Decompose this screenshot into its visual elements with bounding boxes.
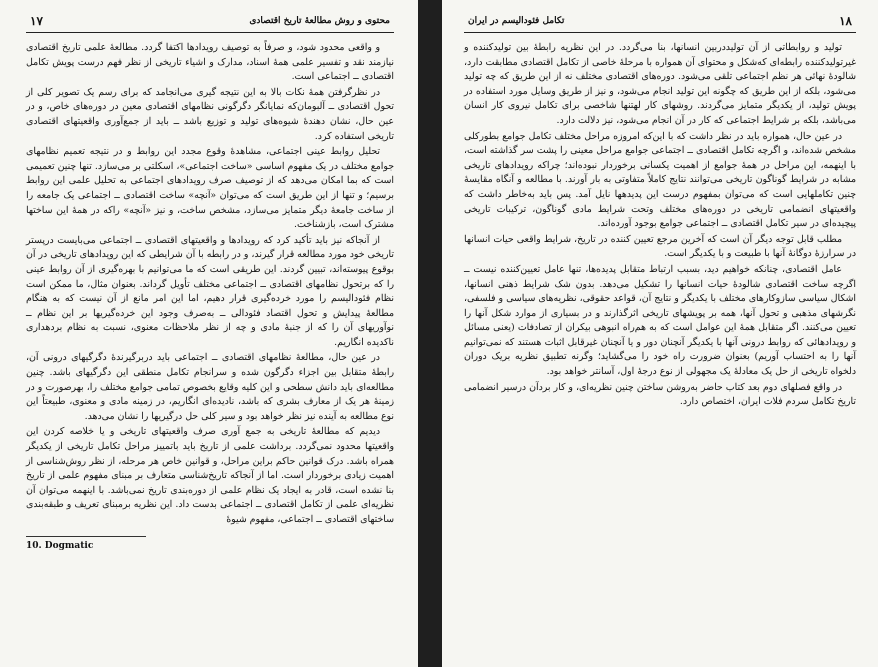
paragraph: تحلیل روابط عینی اجتماعی، مشاهدهٔ وقوع مجدد این روابط و در نتیجه تعمیم نظامهای جوامع مختلف در یک مفهوم اساسی «ساخت اجتماعی»، اسکلتی بر می‌سازد. تنها چنین تعمیمی است که بما امکان می‌دهد که از توصیف صرف رویدادهای اجتماعی به تحلیل علمی این روابط برسیم؛ و تنها از این طریق است که می‌توان «آنچه» ساخت اقتصادی ــ اجتماعی یک جامعه را از ساخت جامعهٔ دیگر متمایز می‌سازد، مشخص ساخت، و نیز «آنچه» راکه در همهٔ این ساختها مشترک است، بازشناخت. [26, 146, 394, 231]
paragraph: در نظرگرفتن همهٔ نکات بالا به این نتیجه گیری می‌انجامد که برای رسم یک تصویر کلی از تحول اقتصادی ــ آلبومان‌که نمایانگر دگرگونی نظامهای اقتصادی معین در دوره‌های خاص، و در عین حال، نشان دهندهٔ شیوه‌های تولید و توزیع باشد ــ باید از جمع‌آوری واقعیتهای اقتصادی تاریخی استفاده کرد. [26, 86, 394, 142]
paragraph: و واقعی محدود شود، و صرفاً به توصیف رویدادها اکتفا گردد. مطالعهٔ علمی تاریخ اقتصادی نیازمند نقد و تفسیر علمی همهٔ اسناد، مدارک و اشیاء تاریخی از نظر فهم درست پویش تکامل اقتصادی ــ اجتماعی است. [26, 42, 394, 83]
paragraph: دیدیم که مطالعهٔ تاریخی به جمع آوری صرف واقعیتهای تاریخی و یا خلاصه کردن این واقعیتها محدود نمی‌گردد. برداشت علمی از تاریخ باید باتمییز مراحل تکامل تاریخی از یکدیگر همراه باشد. درک قوانین حاکم براین مراحل، و قوانین خاص هر مرحله، از نظر روش‌شناسی از اهمیت زیادی برخوردار است. اما از آنجاکه تاریخ‌شناسی متعارف بر مبنای مفهوم علمی از تاریخ بنا نشده است، قادر به ایجاد یک نظام علمی از دوره‌بندی تاریخ نمی‌باشد. با اینهمه می‌توان آن نظریه‌ای علمی از تکامل اقتصادی ــ اجتماعی بدست داد. این نظریه برمبنای تعریف و طبقه‌بندی ساختهای اقتصادی ــ اجتماعی، مفهوم شیوهٔ [26, 426, 394, 525]
right-page-body [464, 41, 856, 410]
footnote: 10. Dogmatic [26, 540, 94, 551]
paragraph: تولید و روابطاتی از آن تولیددربین انسانها، بنا می‌گردد. در این نظریه رابطهٔ بین تولیدکننده و غیرتولیدکننده رابطه‌ای که‌شکل و محتوای آن همواره با مرحلهٔ خاصی از تکامل اقتصادی مطابقت دارد، شالودهٔ نهائی هر نظم اجتماعی تلقی می‌شود. دوره‌های اقتصادی مختلف نه از این طریق که چه تولید می‌شود، بلکه از این طریق که چگونه این تولید انجام می‌شود، و نیز از طریق وسایل مورد استفاده در پویش تولید، از یکدیگر متمایز می‌گردند. روشهای کار لهتنها شاخصی برای تکامل نیروی کار انسان می‌باشد، بلکه بر شرایط اجتماعی که کار در آن انجام می‌شود، نیز دلالت دارد. [464, 42, 856, 126]
left-page [0, 0, 418, 667]
right-page [442, 0, 878, 667]
right-running-title: تکامل فئودالیسم در ایران [468, 16, 565, 26]
paragraph: در عین حال، همواره باید در نظر داشت که با این‌که امروزه مراحل مختلف تکامل جوامع بطورکلی مشخص شده‌اند، و اگرچه تکامل اقتصادی ــ اجتماعی جوامع مراحل معینی را پشت سر گذاشته است، با اینهمه، این مراحل در همهٔ جوامع از اهمیت یکسانی برخوردار نبوده‌اند؛ چراکه رویدادهای تاریخی مشابه در شرایط گوناگون تاریخی می‌توانند نتایج کاملاً متفاوتی به بار آورند. با مطالعه و آنگاه مقایسهٔ چنین تکاملهایی است که می‌توان بمفهوم درست این پدیدهها نایل آمد. پس باید به‌خاطر داشت که واقعیتهای انضمامی تاریخی در دوره‌های مختلف وتحت شرایط مادی گوناگون، ترکیبات تاریخی پیچیده‌ای در سیر تکامل اقتصادی ــ اجتماعی جوامع بوجود آورده‌اند. [464, 130, 856, 230]
footnote-divider [26, 536, 146, 537]
paragraph: از آنجاکه نیز باید تأکید کرد که رویدادها و واقعیتهای اقتصادی ــ اجتماعی می‌بایست درپستر تاریخی خود مورد مطالعه قرار گیرند، و در رابطه با آن شرایطی که این رویدادهای تاریخی در آن بوقوع پیوسته‌اند، تبیین گردند. این طریقی است که ما می‌توانیم با بهره‌گیری از آن روابط عینی را که برتحول نظامهای اقتصادی ــ اجتماعی مختلف تأویل گرداند. بعنوان مثال، ما ممکن است نظام فئودالیسم را مورد خرده‌گیری قرار دهیم، اما این امر مانع از آن نیست که به هنگام مطالعهٔ پیدایش و تحول اقتصاد فئودالی ــ به‌صرف وجود این خرده‌گیریها بر این نظام ــ نوآوریهای آن را که از جنبهٔ مادی و چه از نظر ملاحظات معنوی، نسبت به نظام بردهداری ناکدیده انگاریم. [26, 234, 394, 348]
left-page-header [26, 12, 394, 33]
right-page-header [464, 12, 856, 33]
left-page-number: ۱۷ [30, 14, 43, 28]
paragraph: در واقع فصلهای دوم بعد کتاب حاضر به‌روشن ساختن چنین نظریه‌ای، و کار بردآن درسیر انضمامی تاریخ تکامل سردم فلات ایران، اختصاص دارد. [464, 381, 856, 408]
left-running-title: محتوی و روش مطالعهٔ تاریخ اقتصادی [249, 16, 390, 26]
right-page-number: ۱۸ [839, 14, 852, 28]
paragraph: عامل اقتصادی، چنانکه خواهیم دید، بسبب ارتباط متقابل پدیده‌ها، تنها عامل تعیین‌کننده نیست ــ اگرچه ساخت اقتصادی شالودهٔ حیات انسانها را تشکیل می‌دهد. بدون شک شرایط ذهنی انسانها، اشکال سیاسی سازوکارهای مختلف با یکدیگر و نتایج آن، قواعد حقوقی، نظریه‌های سیاسی و فلسفی، نگرشهای مذهبی و تحول آنها، همه بر پویشهای تاریخی اثرگذارند و در بسیاری از موارد شکل آنها را تعیین می‌کنند. اگر متقابل همهٔ این عوامل است که به هم‌راه انبوهی بیکران از تصادفات (یعنی مسائل و رویدادهائی که روابط درونی آنها با یکدیگر آنچنان دور و یا آنچنان غیرقابل اثبات هستند که نمی‌توانیم آنها را به احتساب آوریم) بعنوان ضرورت راه خود را می‌گشاید؛ وگرنه تطبیق نظریه بریک دوران دلخواه تاریخی از حل یک معادلهٔ یک مجهولی از نوع درجهٔ اول، آسانتر خواهد بود. [464, 263, 856, 378]
paragraph: در عین حال، مطالعهٔ نظامهای اقتصادی ــ اجتماعی باید دربرگیرندهٔ دگرگیهای درونی آن، رابطهٔ متقابل بین اجزاء دگرگون شده و سرانجام تکامل منطقی این دگرگیهای باشد. چنین مطالعه‌ای باید دانش سطحی و این کلیه وقایع بخصوص تمامی جوامع مختلف را، بهرصورت و در زمینهٔ هر یک از معارف بشری که باشد، نادیده‌ای انگاریم، در زمینه مادی و معنوی، طبیعتاً این نوع مطالعه به آینده نیز نظر خواهد بود و سیر کلی حل درگیریها را نشان می‌دهد. [26, 352, 394, 422]
paragraph: مطلب قابل توجه دیگر آن است که آخرین مرجع تعیین کننده در تاریخ، شرایط واقعی حیات انسانها در سرارزهٔ دوگانهٔ آنها با طبیعت و با یکدیگر است. [464, 233, 856, 260]
left-page-body [26, 41, 394, 528]
book-gutter [418, 0, 442, 667]
